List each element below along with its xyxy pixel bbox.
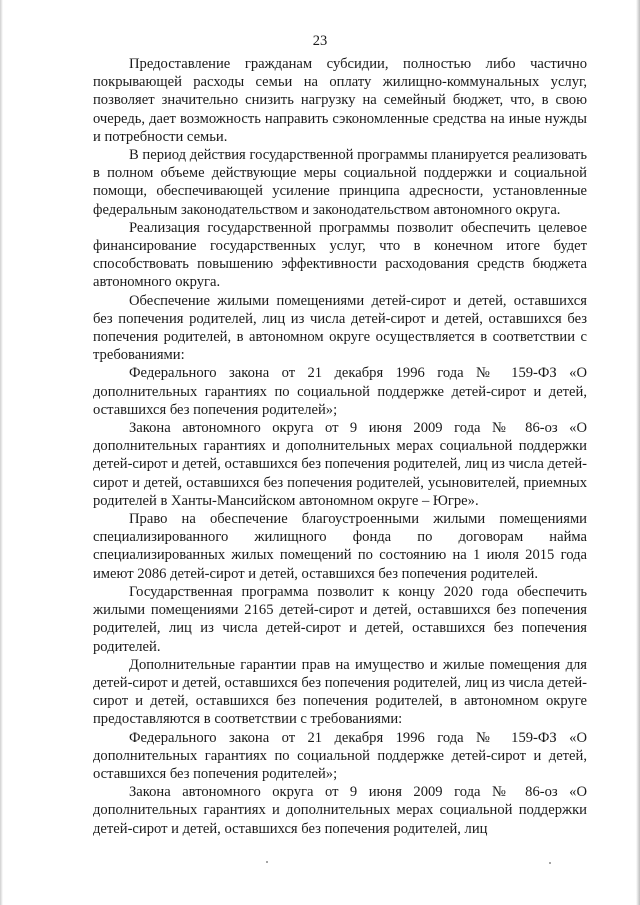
paragraph-federal-law-2: Федерального закона от 21 декабря 1996 года № 159-ФЗ «О дополнительных гарантиях по социальной поддержке детей-сирот и детей, оставшихся без попечения родителей»; — [93, 729, 587, 782]
paragraph-financing: Реализация государственной программы позволит обеспечить целевое финансирование государственных услуг, что в конечном итоге будет способствовать повышению эффективности расходования средств бюджета автономного округа. — [93, 219, 587, 291]
paragraph-housing-orphans: Обеспечение жилыми помещениями детей-сирот и детей, оставшихся без попечения родителей, лиц из числа детей-сирот и детей, оставшихся без попечения родителей, в автономном округе осуществляется в соответствии с требованиями: — [93, 292, 587, 364]
paragraph-social-support: В период действия государственной программы планируется реализовать в полном объеме действующие меры социальной поддержки и социальной помощи, обеспечивающей усиление принципа адресности, установленные федеральным законодательством и законодательством автономного округа. — [93, 147, 587, 218]
paragraph-subsidy: Предоставление гражданам субсидии, полностью либо частично покрывающей расходы семьи на оплату жилищно-коммунальных услуг, позволяет значительно снизить нагрузку на семейный бюджет, что, в свою очередь, дает возможность направить сэкономленные средства на иные нужды и потребности семьи. — [93, 56, 587, 145]
scan-edge-right — [636, 0, 640, 905]
scan-speck — [266, 861, 268, 863]
paragraph-additional-guarantees: Дополнительные гарантии прав на имущество и жилые помещения для детей-сирот и детей, оставшихся без попечения родителей, лиц из числа детей-сирот и детей, оставшихся без попечения родителей, в автономном округе предоставляются в соответствии с требованиями: — [93, 656, 587, 728]
page-number: 23 — [312, 33, 328, 49]
paragraph-regional-law-2: Закона автономного округа от 9 июня 2009 года № 86-оз «О дополнительных гарантиях и дополнительных мерах социальной поддержки детей-сирот и детей, оставшихся без попечения родителей, лиц — [93, 784, 587, 837]
scan-speck — [549, 862, 551, 864]
paragraph-federal-law-1: Федерального закона от 21 декабря 1996 года № 159-ФЗ «О дополнительных гарантиях по социальной поддержке детей-сирот и детей, оставшихся без попечения родителей»; — [93, 365, 587, 418]
scan-edge-left — [0, 0, 3, 905]
document-body — [93, 55, 587, 838]
paragraph-regional-law-1: Закона автономного округа от 9 июня 2009 года № 86-оз «О дополнительных гарантиях и дополнительных мерах социальной поддержки детей-сирот и детей, оставшихся без попечения родителей, лиц из числа детей-сирот и детей, оставшихся без попечения родителей, усыновителей, приемных родителей в Ханты-Мансийском автономном округе – Югре». — [93, 420, 587, 509]
paragraph-housing-right: Право на обеспечение благоустроенными жилыми помещениями специализированного жилищного фонда по договорам найма специализированных жилых помещений по состоянию на 1 июля 2015 года имеют 2086 детей-сирот и детей, оставшихся без попечения родителей. — [93, 511, 587, 582]
paragraph-program-goal: Государственная программа позволит к концу 2020 года обеспечить жилыми помещениями 2165 детей-сирот и детей, оставшихся без попечения родителей, лиц из числа детей-сирот и детей, оставшихся без попечения родителей. — [93, 583, 587, 655]
